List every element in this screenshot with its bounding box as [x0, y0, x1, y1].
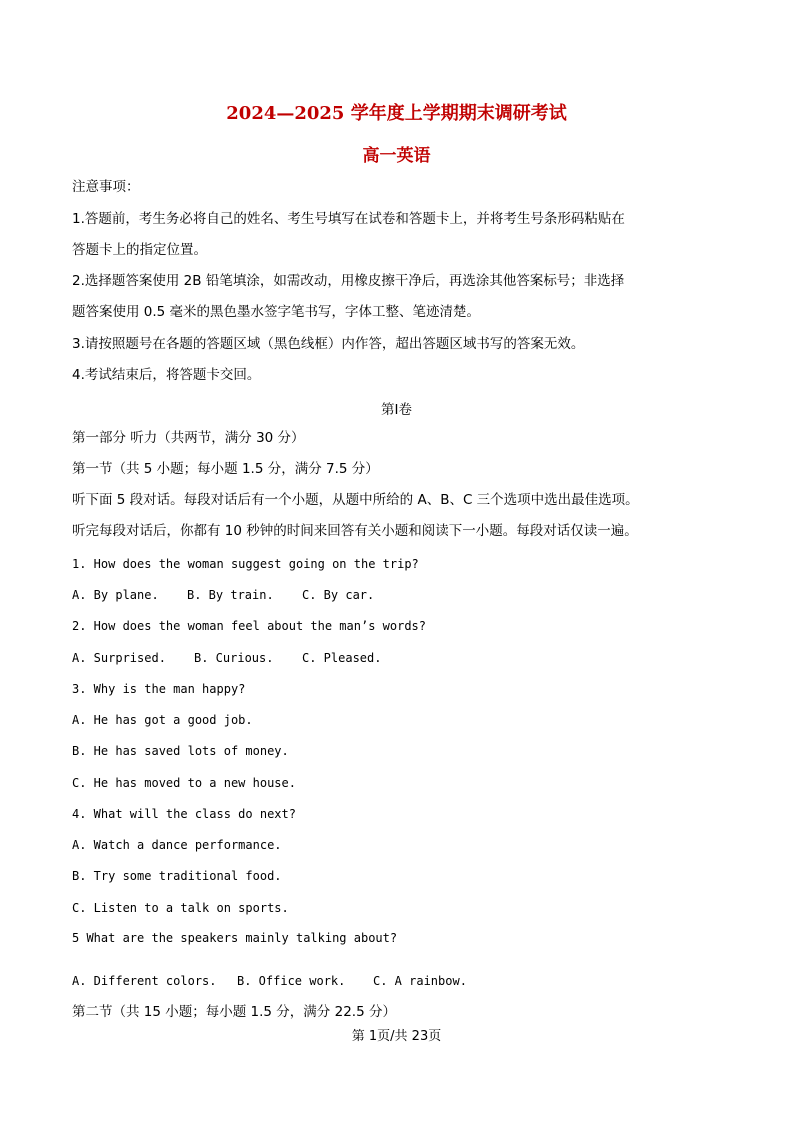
notice-heading: 注意事项：	[72, 179, 140, 195]
option-3a: A. He has got a good job.	[72, 713, 253, 727]
section1-heading: 第一节（共 5 小题；每小题 1.5 分，满分 7.5 分）	[72, 461, 379, 477]
subject-title: 高一英语	[362, 146, 431, 166]
question-1: 1. How does the woman suggest going on the trip?	[72, 557, 419, 571]
question-2-options	[72, 649, 381, 667]
exam-title: 2024—2025 学年度上学期期末调研考试	[226, 103, 567, 124]
option-2a: A. Surprised.	[72, 651, 166, 665]
section1-instructions-2: 听完每段对话后，你都有 10 秒钟的时间来回答有关小题和阅读下一小题。每段对话仅读一遍。	[72, 523, 638, 539]
question-1-options	[72, 586, 374, 604]
option-5b: B. Office work.	[237, 974, 346, 988]
option-4c: C. Listen to a talk on sports.	[72, 901, 289, 915]
option-5a: A. Different colors.	[72, 974, 217, 988]
option-1a: A. By plane.	[72, 588, 159, 602]
notice-item-2-line-1: 2.选择题答案使用 2B 铅笔填涂，如需改动，用橡皮擦干净后，再选涂其他答案标号；非选择	[72, 273, 625, 289]
option-4a: A. Watch a dance performance.	[72, 838, 282, 852]
notice-item-2-line-2: 题答案使用 0.5 毫米的黑色墨水签字笔书写，字体工整、笔迹清楚。	[72, 304, 481, 320]
option-3c: C. He has moved to a new house.	[72, 776, 296, 790]
question-5: 5 What are the speakers mainly talking about?	[72, 931, 398, 945]
section2-heading: 第二节（共 15 小题；每小题 1.5 分，满分 22.5 分）	[72, 1004, 396, 1020]
option-5c: C. A rainbow.	[373, 974, 467, 988]
page-number: 第 1页/共 23页	[351, 1029, 442, 1044]
section1-instructions-1: 听下面 5 段对话。每段对话后有一个小题，从题中所给的 A、B、C 三个选项中选出最佳选项。	[72, 492, 639, 508]
option-2c: C. Pleased.	[302, 651, 382, 665]
option-1c: C. By car.	[302, 588, 375, 602]
question-5-options	[72, 972, 467, 990]
volume-label: 第Ⅰ卷	[381, 402, 412, 418]
notice-item-3: 3.请按照题号在各题的答题区域（黑色线框）内作答，超出答题区域书写的答案无效。	[72, 336, 585, 352]
notice-item-1-line-1: 1.答题前，考生务必将自己的姓名、考生号填写在试卷和答题卡上，并将考生号条形码粘贴在	[72, 211, 625, 227]
notice-item-4: 4.考试结束后，将答题卡交回。	[72, 367, 261, 383]
question-3: 3. Why is the man happy?	[72, 682, 246, 696]
option-4b: B. Try some traditional food.	[72, 869, 282, 883]
notice-item-1-line-2: 答题卡上的指定位置。	[72, 242, 207, 258]
option-2b: B. Curious.	[194, 651, 274, 665]
question-4: 4. What will the class do next?	[72, 807, 296, 821]
option-1b: B. By train.	[187, 588, 274, 602]
option-3b: B. He has saved lots of money.	[72, 744, 289, 758]
question-2: 2. How does the woman feel about the man’s words?	[72, 619, 427, 633]
part1-heading: 第一部分 听力（共两节，满分 30 分）	[72, 430, 305, 446]
